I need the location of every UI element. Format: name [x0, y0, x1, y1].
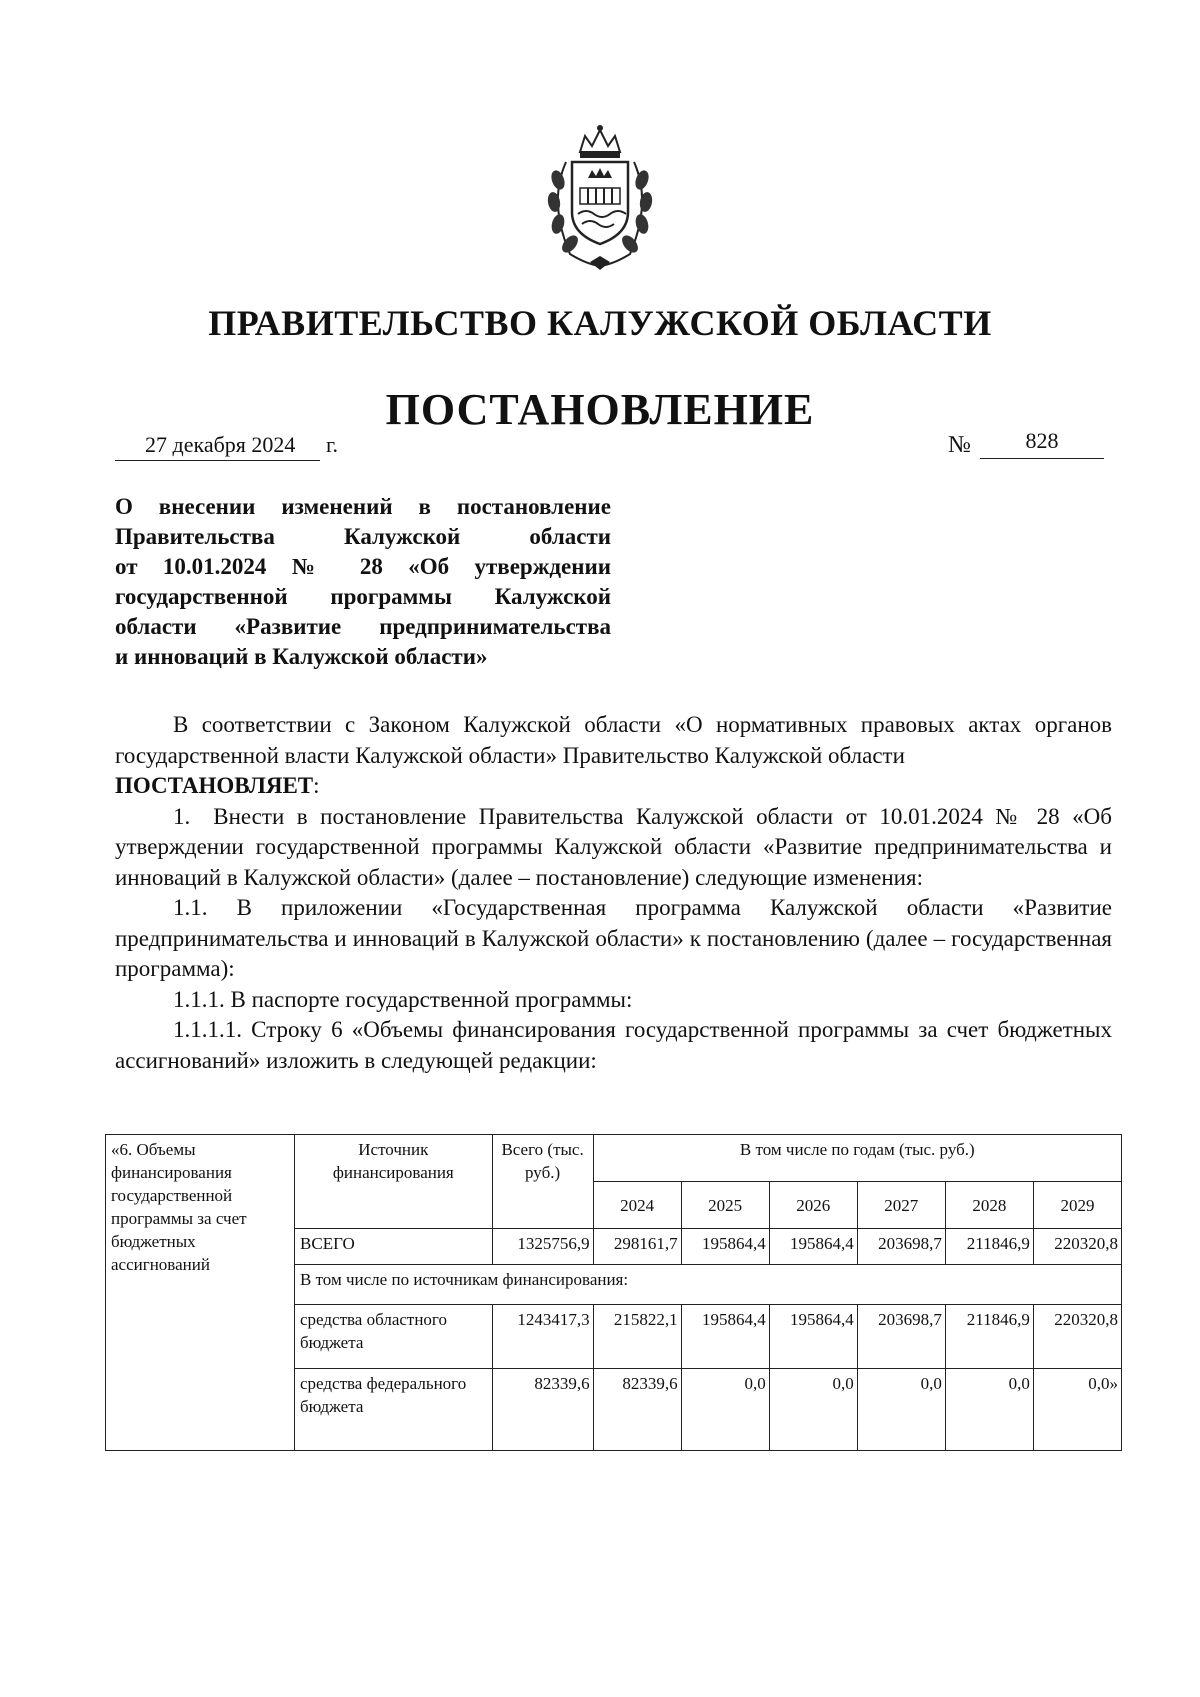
resolves-colon: : [313, 773, 320, 798]
value-cell: 220320,8 [1033, 1305, 1121, 1369]
document-subject [115, 492, 611, 672]
value-cell: 298161,7 [593, 1229, 681, 1265]
value-cell: 0,0 [681, 1369, 769, 1451]
date-value: 27 декабря 2024 [145, 432, 296, 457]
value-cell: 195864,4 [681, 1229, 769, 1265]
document-number: 828 [980, 428, 1104, 459]
value-cell: 82339,6 [593, 1369, 681, 1451]
subject-line: области «Развитие предпринимательства [115, 614, 611, 639]
value-cell: 203698,7 [857, 1305, 945, 1369]
value-cell: 211846,9 [945, 1305, 1033, 1369]
preamble-paragraph [115, 710, 1112, 802]
year-cell: 2025 [681, 1182, 769, 1229]
clause-1-1-1: 1.1.1. В паспорте государственной программы: [173, 986, 633, 1012]
total-header: Всего (тыс. руб.) [492, 1135, 593, 1229]
year-cell: 2024 [593, 1182, 681, 1229]
value-cell: 220320,8 [1033, 1229, 1121, 1265]
total-cell: 1325756,9 [492, 1229, 593, 1265]
total-cell: 82339,6 [492, 1369, 593, 1451]
value-cell: 211846,9 [945, 1229, 1033, 1265]
value-cell: 195864,4 [769, 1305, 857, 1369]
preamble-text: В соответствии с Законом Калужской области «О нормативных правовых актах органов государственной власти Калужской области» Правительство Калужской области [115, 712, 1112, 768]
value-cell: 195864,4 [769, 1229, 857, 1265]
subheader-cell: В том числе по источникам финансирования: [295, 1265, 1122, 1305]
year-cell: 2027 [857, 1182, 945, 1229]
resolves-word: ПОСТАНОВЛЯЕТ [115, 773, 314, 798]
value-cell: 0,0 [857, 1369, 945, 1451]
document-type-title: ПОСТАНОВЛЕНИЕ [385, 385, 815, 434]
source-cell: средства федерального бюджета [295, 1369, 493, 1451]
value-cell: 0,0 [945, 1369, 1033, 1451]
clause-1: 1. Внести в постановление Правительства Калужской области от 10.01.2024 № 28 «Об утверждении государственной программы Калужской области «Развитие предпринимательства и инноваций в Калужской области» (далее – постановление) следующие изменения: [115, 803, 1112, 890]
value-cell: 215822,1 [593, 1305, 681, 1369]
year-cell: 2028 [945, 1182, 1033, 1229]
value-cell: 203698,7 [857, 1229, 945, 1265]
source-cell: ВСЕГО [295, 1229, 493, 1265]
subject-line: от 10.01.2024 № 28 «Об утверждении [115, 554, 611, 579]
source-cell: средства областного бюджета [295, 1305, 493, 1369]
document-date [115, 432, 320, 461]
source-header: Источник финансирования [295, 1135, 493, 1229]
subject-line: О внесении изменений в постановление [115, 494, 611, 519]
number-label: № [948, 432, 971, 458]
row-label-cell: «6. Объемы финансирования государственной программы за счет бюджетных ассигнований [106, 1135, 295, 1451]
table-header-row [106, 1135, 1122, 1182]
government-title: ПРАВИТЕЛЬСТВО КАЛУЖСКОЙ ОБЛАСТИ [208, 303, 992, 343]
clause-1-1: 1.1. В приложении «Государственная программа Калужской области «Развитие предпринимательства и инноваций в Калужской области» к постановлению (далее – государственная программа): [115, 895, 1112, 981]
value-cell: 0,0 [769, 1369, 857, 1451]
years-header: В том числе по годам (тыс. руб.) [593, 1135, 1121, 1182]
subject-line: Правительства Калужской области [115, 524, 611, 549]
subject-line: государственной программы Калужской [115, 584, 611, 609]
value-cell: 195864,4 [681, 1305, 769, 1369]
year-cell: 2026 [769, 1182, 857, 1229]
value-cell: 0,0» [1033, 1369, 1121, 1451]
date-suffix: г. [326, 432, 339, 457]
year-cell: 2029 [1033, 1182, 1121, 1229]
financing-table [105, 1134, 1122, 1451]
coat-of-arms-emblem [530, 122, 670, 272]
document-body [115, 710, 1112, 1076]
subject-line: и инноваций в Калужской области» [115, 644, 488, 669]
clause-1-1-1-1: 1.1.1.1. Строку 6 «Объемы финансирования государственной программы за счет бюджетных ассигнований» изложить в следующей редакции: [115, 1017, 1112, 1073]
total-cell: 1243417,3 [492, 1305, 593, 1369]
